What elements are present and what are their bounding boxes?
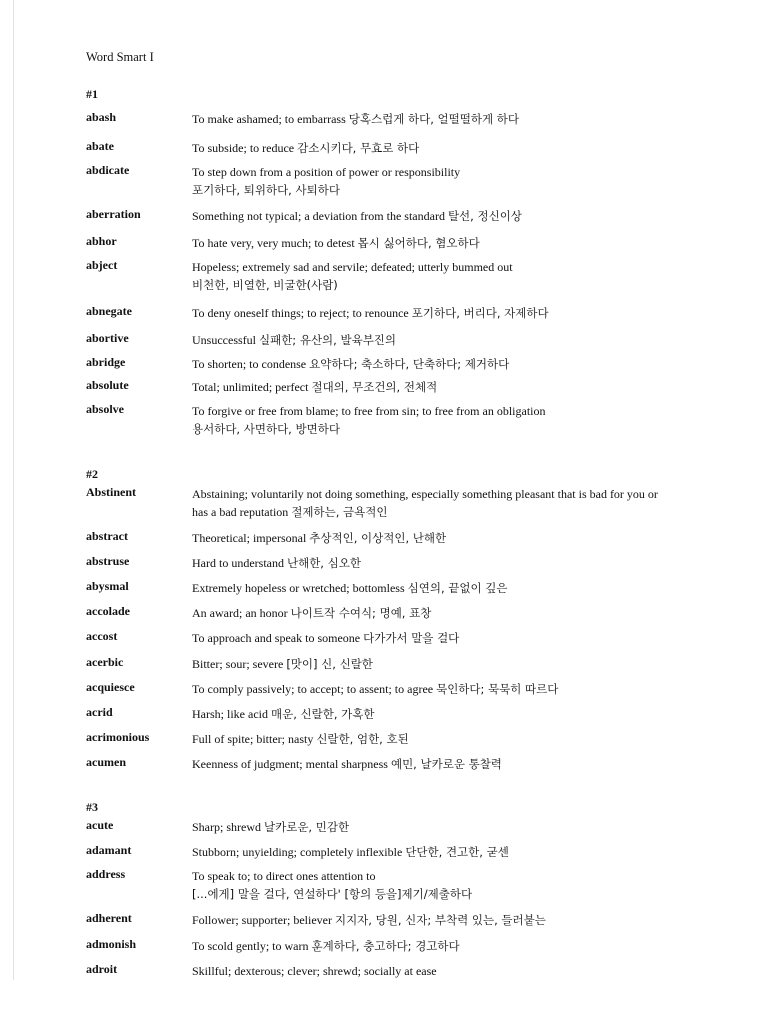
korean-definition: 날카로운, 민감한 [264, 820, 350, 834]
english-definition: To deny oneself things; to reject; to renounce [192, 306, 409, 320]
korean-definition: 예민, 날카로운 통찰력 [390, 757, 502, 771]
entry-definition [192, 730, 672, 748]
section-label: #2 [86, 467, 98, 481]
korean-definition: 절대의, 무조건의, 전체적 [311, 380, 438, 394]
entry-word: abate [86, 139, 114, 153]
korean-definition: 포기하다, 퇴위하다, 사퇴하다 [192, 183, 340, 197]
entry-word: adamant [86, 843, 132, 857]
english-definition: To scold gently; to warn [192, 939, 309, 953]
english-definition: To approach and speak to someone [192, 631, 361, 645]
entry-word: acrid [86, 705, 113, 719]
english-definition: To forgive or free from blame; to free from sin; to free from an obligation [192, 404, 546, 418]
korean-definition: 몹시 싫어하다, 혐오하다 [357, 236, 480, 250]
english-definition: To make ashamed; to embarrass [192, 112, 346, 126]
entry-word: address [86, 867, 126, 881]
entry-word: Abstinent [86, 485, 137, 499]
korean-definition: 포기하다, 버리다, 자제하다 [411, 306, 549, 320]
english-definition: Something not typical; a deviation from the standard [192, 209, 445, 223]
korean-definition: 다가가서 말을 걸다 [363, 631, 460, 645]
entry-definition [192, 110, 672, 128]
entry-definition [192, 355, 672, 373]
entry-definition [192, 680, 672, 698]
entry-definition [192, 705, 672, 723]
korean-definition: 절제하는, 금욕적인 [291, 505, 388, 519]
page-bottom-margin [0, 980, 768, 1024]
entry-word: acerbic [86, 655, 124, 669]
section-label: #3 [86, 800, 98, 814]
entry-word: abstruse [86, 554, 130, 568]
english-definition: Stubborn; unyielding; completely inflexible [192, 845, 403, 859]
entry-definition [192, 655, 672, 673]
english-definition: To shorten; to condense [192, 357, 307, 371]
korean-definition: 신랄한, 엄한, 호된 [316, 732, 409, 746]
entry-definition [192, 529, 672, 547]
english-definition: To comply passively; to accept; to assent; to agree [192, 682, 434, 696]
english-definition: Sharp; shrewd [192, 820, 261, 834]
section-label: #1 [86, 87, 98, 101]
english-definition: To subside; to reduce [192, 141, 295, 155]
korean-definition: [...에게] 말을 걸다, 연설하다' [항의 등을]제기/제출하다 [192, 887, 473, 901]
korean-definition: 훈계하다, 충고하다; 경고하다 [311, 939, 460, 953]
entry-word: abysmal [86, 579, 129, 593]
entry-word: acumen [86, 755, 126, 769]
english-definition: An award; an honor [192, 606, 288, 620]
entry-word: acrimonious [86, 730, 150, 744]
entry-word: absolute [86, 378, 129, 392]
korean-definition: 요약하다; 축소하다, 단축하다; 제거하다 [309, 357, 510, 371]
entry-word: abnegate [86, 304, 132, 318]
entry-definition [192, 331, 672, 349]
entry-word: abstract [86, 529, 128, 543]
entry-word: abject [86, 258, 118, 272]
entry-word: abhor [86, 234, 117, 248]
korean-definition: 비천한, 비열한, 비굴한(사람) [192, 278, 338, 292]
entry-word: accost [86, 629, 118, 643]
english-definition: Abstaining; voluntarily not doing something, especially something pleasant that is bad for you or has a bad reputation [192, 487, 658, 519]
english-definition: Unsuccessful [192, 333, 256, 347]
entry-word: aberration [86, 207, 141, 221]
english-definition: Skillful; dexterous; clever; shrewd; socially at ease [192, 964, 437, 978]
korean-definition: [맛이] 신, 신랄한 [286, 657, 373, 671]
entry-word: abdicate [86, 163, 130, 177]
korean-definition: 나이트작 수여식; 명예, 표창 [290, 606, 432, 620]
entry-word: adherent [86, 911, 132, 925]
korean-definition: 심연의, 끝없이 깊은 [407, 581, 508, 595]
english-definition: To hate very, very much; to detest [192, 236, 355, 250]
korean-definition: 지지자, 당원, 신자; 부착력 있는, 들러붙는 [334, 913, 546, 927]
entry-definition [192, 234, 672, 252]
korean-definition: 묵인하다; 묵묵히 따르다 [436, 682, 559, 696]
entry-definition [192, 402, 672, 438]
entry-definition [192, 485, 662, 521]
entry-definition [192, 139, 672, 157]
korean-definition: 난해한, 심오한 [286, 556, 361, 570]
page-edge-line [13, 0, 14, 990]
entry-definition [192, 163, 672, 199]
entry-word: admonish [86, 937, 137, 951]
korean-definition: 탈선, 정신이상 [447, 209, 522, 223]
entry-word: acute [86, 818, 114, 832]
english-definition: Keenness of judgment; mental sharpness [192, 757, 388, 771]
english-definition: To step down from a position of power or responsibility [192, 165, 461, 179]
entry-definition [192, 579, 672, 597]
entry-definition [192, 818, 672, 836]
document-title: Word Smart I [86, 50, 154, 64]
korean-definition: 당혹스럽게 하다, 얼떨떨하게 하다 [348, 112, 519, 126]
korean-definition: 실패한; 유산의, 발육부진의 [258, 333, 397, 347]
english-definition: Bitter; sour; severe [192, 657, 284, 671]
entry-definition [192, 604, 672, 622]
entry-word: accolade [86, 604, 130, 618]
entry-definition [192, 207, 672, 225]
english-definition: Extremely hopeless or wretched; bottomless [192, 581, 405, 595]
entry-definition [192, 867, 672, 903]
korean-definition: 감소시키다, 무효로 하다 [297, 141, 420, 155]
english-definition: To speak to; to direct ones attention to [192, 869, 376, 883]
entry-word: adroit [86, 962, 118, 976]
entry-definition [192, 911, 672, 929]
english-definition: Harsh; like acid [192, 707, 268, 721]
entry-word: abash [86, 110, 117, 124]
entry-definition [192, 554, 672, 572]
entry-definition [192, 258, 672, 294]
entry-word: abortive [86, 331, 129, 345]
english-definition: Total; unlimited; perfect [192, 380, 309, 394]
english-definition: Full of spite; bitter; nasty [192, 732, 314, 746]
entry-definition [192, 304, 672, 322]
english-definition: Hard to understand [192, 556, 284, 570]
english-definition: Theoretical; impersonal [192, 531, 307, 545]
entry-word: acquiesce [86, 680, 135, 694]
korean-definition: 매운, 신랄한, 가혹한 [270, 707, 375, 721]
korean-definition: 추상적인, 이상적인, 난해한 [309, 531, 447, 545]
entry-definition [192, 629, 672, 647]
entry-definition [192, 378, 672, 396]
entry-definition [192, 937, 672, 955]
english-definition: Hopeless; extremely sad and servile; defeated; utterly bummed out [192, 260, 513, 274]
entry-definition [192, 755, 672, 773]
entry-word: absolve [86, 402, 125, 416]
korean-definition: 단단한, 견고한, 굳센 [405, 845, 509, 859]
entry-word: abridge [86, 355, 126, 369]
entry-definition [192, 843, 672, 861]
korean-definition: 용서하다, 사면하다, 방면하다 [192, 422, 340, 436]
english-definition: Follower; supporter; believer [192, 913, 332, 927]
